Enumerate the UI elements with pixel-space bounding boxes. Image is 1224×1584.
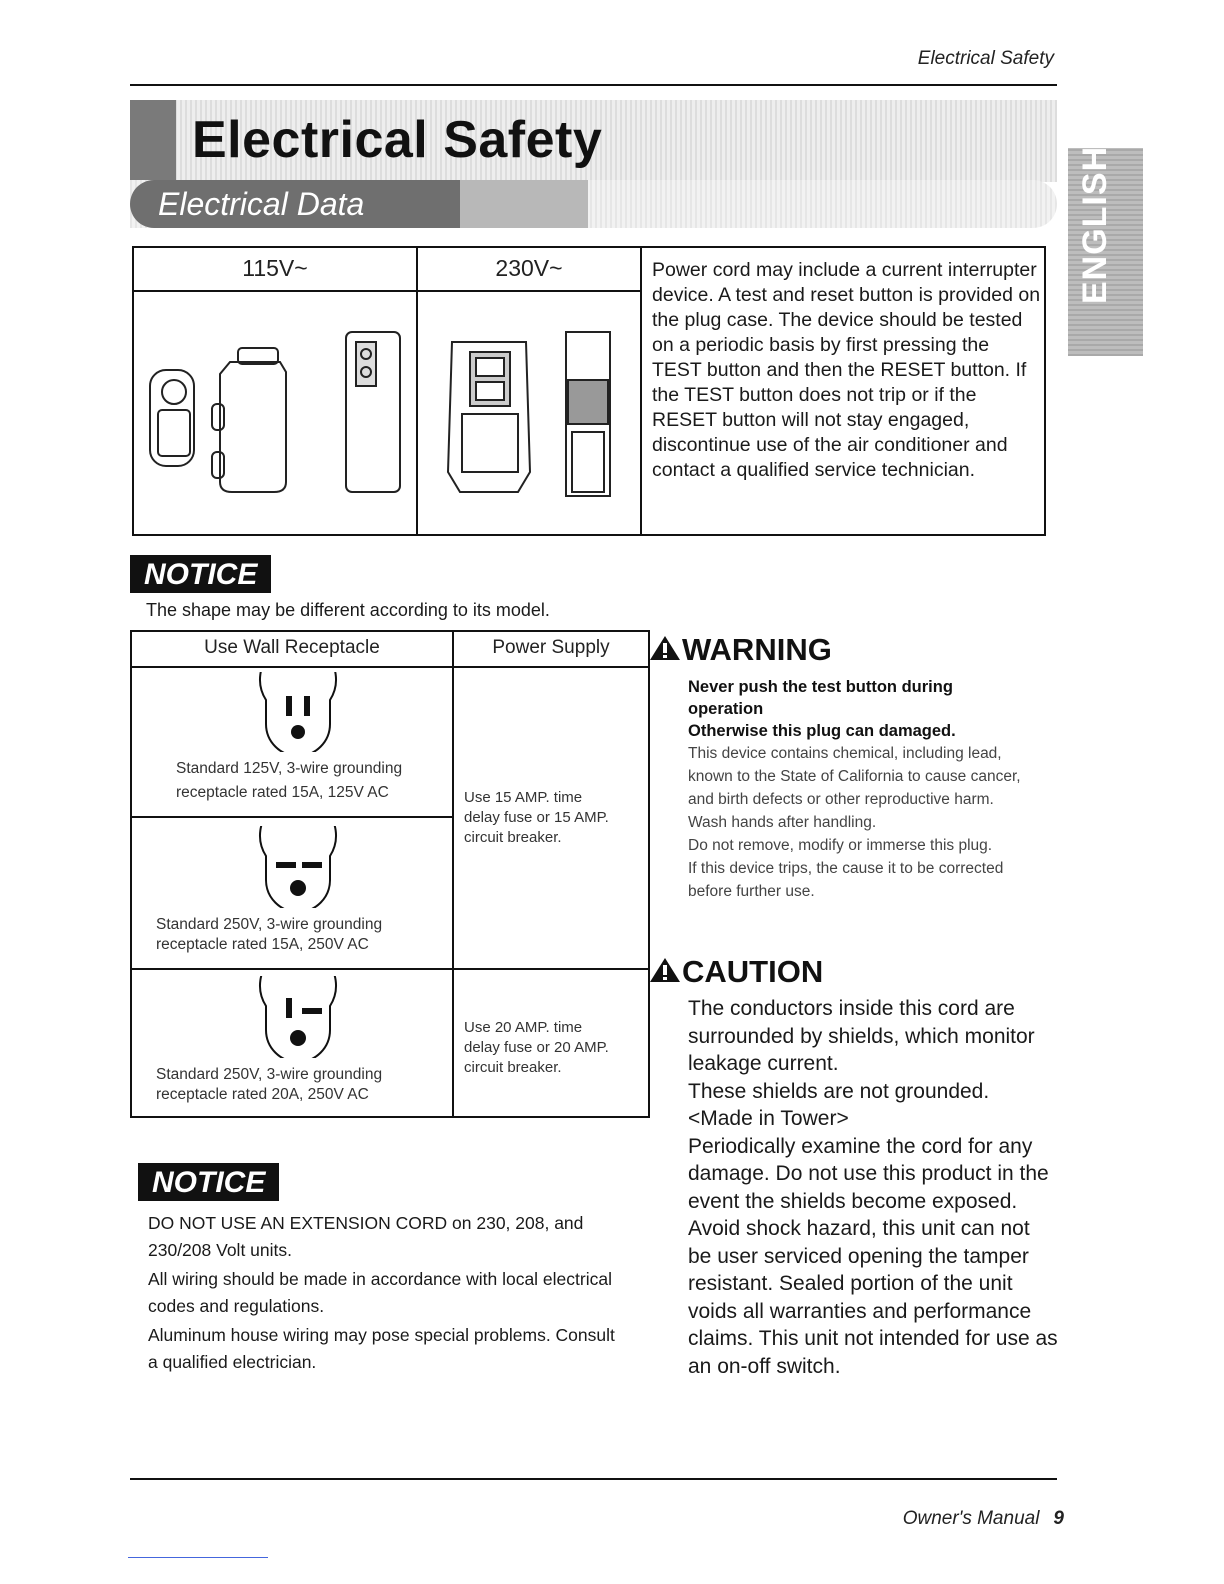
title-band bbox=[130, 100, 1057, 182]
receptacle-250v-20a-icon bbox=[256, 976, 340, 1058]
section-band bbox=[130, 180, 1057, 228]
footer-rule bbox=[130, 1478, 1057, 1480]
column-115v-header: 115V~ bbox=[134, 248, 416, 292]
receptacle-caption-3b: receptacle rated 20A, 250V AC bbox=[156, 1086, 369, 1103]
footer bbox=[903, 1508, 1064, 1530]
plug-115v-illustration bbox=[134, 292, 416, 534]
warning-bold-line-2: Otherwise this plug can damaged. bbox=[688, 722, 956, 740]
power-supply-header: Power Supply bbox=[454, 632, 648, 668]
supply-20a-line-1: Use 20 AMP. time bbox=[464, 1019, 583, 1036]
receptacle-caption-2b: receptacle rated 15A, 250V AC bbox=[156, 936, 369, 953]
warning-body-line-2: Wash hands after handling. bbox=[688, 814, 877, 831]
language-tab bbox=[1068, 145, 1143, 356]
electrical-data-table bbox=[132, 246, 1046, 536]
warning-heading bbox=[648, 632, 832, 668]
page-number: 9 bbox=[1053, 1508, 1064, 1529]
supply-20a-line-2: delay fuse or 20 AMP. bbox=[464, 1039, 609, 1056]
supply-20a-line-3: circuit breaker. bbox=[464, 1059, 562, 1076]
caution-line-1: The conductors inside this cord are surrounded by shields, which monitor leakage current. bbox=[688, 997, 1035, 1075]
caution-heading bbox=[648, 954, 823, 990]
receptacle-caption-2a: Standard 250V, 3-wire grounding bbox=[156, 916, 383, 933]
warning-bold-text bbox=[688, 676, 1028, 742]
receptacle-caption-1a: Standard 125V, 3-wire grounding bbox=[176, 760, 403, 777]
notice2-line-2: All wiring should be made in accordance with local electrical codes and regulations. bbox=[148, 1269, 612, 1316]
receptacle-caption-1b: receptacle rated 15A, 125V AC bbox=[176, 784, 389, 801]
section-pill bbox=[130, 180, 460, 228]
section-pill-shade bbox=[460, 180, 588, 228]
notice-badge-2: NOTICE bbox=[138, 1163, 279, 1201]
warning-body-line-1: This device contains chemical, including lead, known to the State of California to cause cancer, and birth defects or other reproductive harm. bbox=[688, 745, 1021, 808]
warning-body bbox=[688, 742, 1033, 903]
column-230v-header: 230V~ bbox=[418, 248, 640, 292]
warning-body-line-4: If this device trips, the cause it to be corrected before further use. bbox=[688, 860, 1004, 900]
receptacle-caption-3a: Standard 250V, 3-wire grounding bbox=[156, 1066, 383, 1083]
gfci-front-icon bbox=[220, 362, 286, 492]
supply-15a-line-1: Use 15 AMP. time bbox=[464, 789, 583, 806]
column-115v bbox=[134, 248, 418, 534]
warning-title: WARNING bbox=[682, 632, 832, 667]
receptacle-table bbox=[130, 630, 650, 1118]
row-divider bbox=[132, 968, 648, 970]
gfci-side-view-icon bbox=[150, 370, 194, 466]
caution-title: CAUTION bbox=[682, 954, 824, 989]
caution-line-3: <Made in Tower> bbox=[688, 1107, 849, 1130]
title-band-accent bbox=[130, 100, 176, 182]
receptacle-header: Use Wall Receptacle bbox=[132, 632, 452, 668]
header-rule bbox=[130, 84, 1057, 86]
notice-badge: NOTICE bbox=[130, 555, 271, 593]
running-header: Electrical Safety bbox=[917, 48, 1054, 69]
scan-edge-line bbox=[128, 1557, 268, 1558]
page-title: Electrical Safety bbox=[192, 111, 603, 169]
caution-line-4: Periodically examine the cord for any damage. Do not use this product in the event the shields become exposed. bbox=[688, 1134, 1049, 1213]
supply-15a-line-3: circuit breaker. bbox=[464, 829, 562, 846]
notice2-line-1: DO NOT USE AN EXTENSION CORD on 230, 208, and 230/208 Volt units. bbox=[148, 1213, 584, 1260]
power-cord-note-column bbox=[642, 248, 1044, 534]
power-cord-note: Power cord may include a current interrupter device. A test and reset button is provided on the plug case. The device should be tested on a periodic basis by first pressing the TEST button and then the RESET button. If the TEST button does not trip or if the RESET button will not stay engaged, discontinue use of the air conditioner and contact a qualified service technician. bbox=[652, 259, 1041, 481]
supply-15a-line-2: delay fuse or 15 AMP. bbox=[464, 809, 609, 826]
notice2-line-3: Aluminum house wiring may pose special problems. Consult a qualified electrician. bbox=[148, 1325, 615, 1372]
plug-230v-illustration bbox=[418, 292, 640, 534]
warning-triangle-icon bbox=[648, 634, 682, 662]
warning-bold-line-1: Never push the test button during operation bbox=[688, 678, 953, 718]
receptacle-125v-15a-icon bbox=[256, 672, 340, 752]
receptacle-250v-15a-icon bbox=[256, 826, 340, 908]
footer-manual-title: Owner's Manual bbox=[902, 1508, 1040, 1529]
column-230v bbox=[418, 248, 642, 534]
shape-note: The shape may be different according to its model. bbox=[146, 600, 550, 620]
section-title: Electrical Data bbox=[158, 186, 365, 222]
notice2-text bbox=[148, 1210, 618, 1378]
warning-body-line-3: Do not remove, modify or immerse this plug. bbox=[688, 837, 993, 854]
caution-triangle-icon bbox=[648, 956, 682, 984]
caution-body bbox=[688, 995, 1058, 1380]
row-divider bbox=[132, 816, 452, 818]
caution-line-2: These shields are not grounded. bbox=[688, 1079, 990, 1103]
caution-line-5: Avoid shock hazard, this unit can not be user serviced opening the tamper resistant. Sealed portion of the unit voids all warranties and performance claims. This unit not intended for use as an on-off switch. bbox=[688, 1217, 1058, 1378]
language-tab-label: ENGLISH bbox=[1076, 145, 1114, 304]
